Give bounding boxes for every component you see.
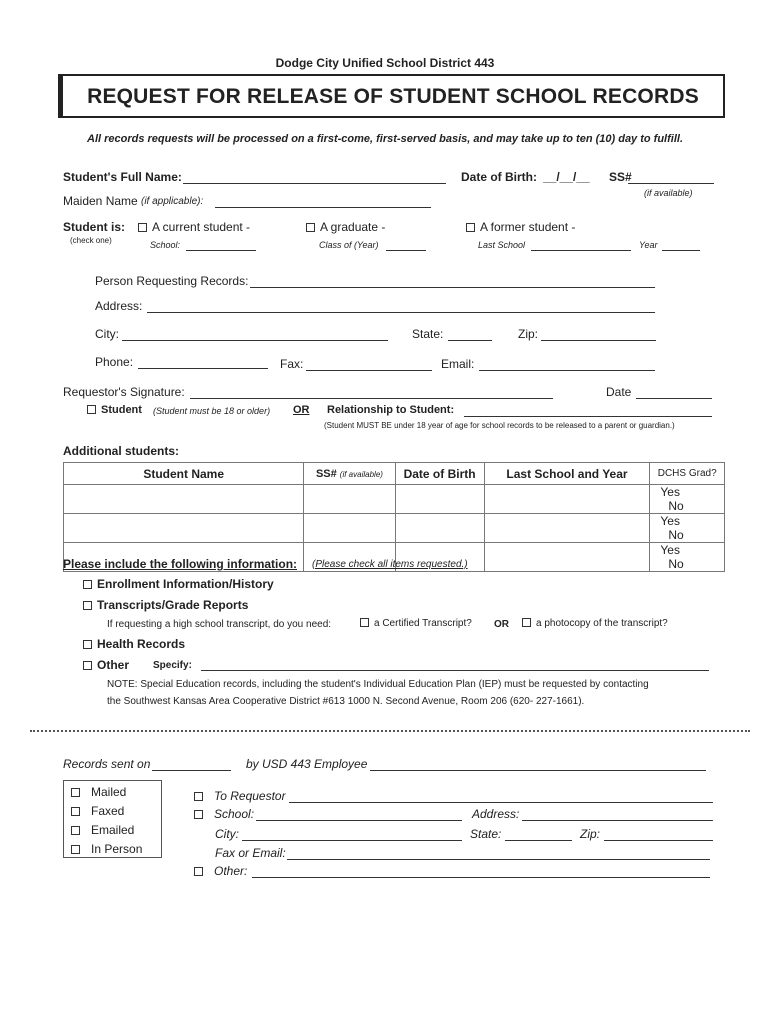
address-label: Address: — [95, 299, 143, 313]
option-other-destination[interactable] — [194, 864, 247, 878]
yes-option[interactable]: Yes — [660, 514, 680, 528]
method-in-person[interactable] — [71, 842, 142, 856]
option-school[interactable] — [194, 807, 254, 821]
checkbox-icon[interactable] — [138, 223, 147, 232]
last-school-cell[interactable] — [484, 485, 650, 514]
transcript-question: If requesting a high school transcript, do you need: — [107, 619, 332, 630]
option-photocopy-transcript[interactable] — [522, 618, 668, 629]
office-state-label: State: — [470, 827, 502, 841]
no-option[interactable]: No — [668, 528, 684, 542]
checkbox-icon[interactable] — [360, 618, 369, 627]
records-sent-on-field[interactable] — [152, 770, 231, 771]
column-header: Student Name — [64, 463, 304, 485]
graduate-year-field[interactable] — [386, 250, 426, 251]
by-employee-label: by USD 443 Employee — [246, 757, 368, 771]
signature-field[interactable] — [190, 398, 553, 399]
table-row — [64, 514, 725, 543]
zip-field[interactable] — [541, 340, 656, 341]
additional-students-label: Additional students: — [63, 444, 179, 458]
maiden-name-note: (if applicable): — [141, 196, 204, 207]
option-enrollment[interactable] — [83, 577, 274, 591]
former-school-label: Last School — [478, 240, 526, 250]
checkbox-icon[interactable] — [71, 788, 80, 797]
student-status-label: Student is: — [63, 220, 125, 234]
last-school-cell[interactable] — [484, 514, 650, 543]
relationship-note: (Student MUST BE under 18 year of age for school records to be released to a parent or guardian.) — [324, 421, 675, 430]
dob-cell[interactable] — [395, 514, 484, 543]
dob-field[interactable]: __/__/__ — [543, 170, 590, 184]
option-graduate[interactable] — [306, 220, 385, 234]
or-label: OR — [293, 404, 310, 416]
special-ed-note-line1: NOTE: Special Education records, including the student's Individual Education Plan (IEP) must be requested by contacting — [107, 679, 649, 690]
person-requesting-field[interactable] — [250, 287, 655, 288]
email-field[interactable] — [479, 370, 655, 371]
transcript-or-label: OR — [494, 619, 509, 630]
school-field[interactable] — [256, 820, 462, 821]
ssn-note: (if available) — [644, 188, 693, 198]
additional-students-table — [63, 462, 725, 572]
ssn-label: SS# — [609, 170, 632, 184]
phone-label: Phone: — [95, 355, 134, 369]
processing-notice: All records requests will be processed on a first-come, first-served basis, and may take up to ten (10) day to fulfill. — [87, 133, 683, 145]
former-year-label: Year — [639, 240, 658, 250]
option-student-label: Student — [101, 404, 142, 416]
office-state-field[interactable] — [505, 840, 572, 841]
option-other[interactable] — [83, 658, 129, 672]
former-school-field[interactable] — [531, 250, 631, 251]
current-school-label: School: — [150, 240, 181, 250]
city-label: City: — [95, 327, 119, 341]
zip-label: Zip: — [518, 327, 539, 341]
relationship-field[interactable] — [464, 416, 712, 417]
dob-label: Date of Birth: — [461, 170, 537, 184]
method-faxed[interactable] — [71, 804, 124, 818]
current-school-field[interactable] — [186, 250, 256, 251]
no-option[interactable]: No — [668, 557, 684, 571]
info-heading: Please include the following information: — [63, 557, 298, 571]
checkbox-icon[interactable] — [83, 640, 92, 649]
checkbox-icon[interactable] — [466, 223, 475, 232]
option-certified-transcript[interactable] — [360, 618, 472, 629]
full-name-field[interactable] — [183, 183, 446, 184]
checkbox-icon[interactable] — [194, 867, 203, 876]
school-label: School: — [214, 807, 255, 821]
fax-field[interactable] — [306, 370, 432, 371]
checkbox-icon[interactable] — [83, 580, 92, 589]
checkbox-icon[interactable] — [71, 807, 80, 816]
office-city-label: City: — [215, 827, 239, 841]
office-city-field[interactable] — [242, 840, 462, 841]
fax-email-label: Fax or Email: — [215, 846, 286, 860]
specify-field[interactable] — [201, 670, 709, 671]
option-current-label: A current student - — [152, 220, 251, 234]
method-mailed[interactable] — [71, 785, 126, 799]
office-address-field[interactable] — [522, 820, 713, 821]
ssn-field[interactable] — [628, 183, 714, 184]
option-photocopy-label: a photocopy of the transcript? — [536, 618, 668, 629]
specify-label: Specify: — [153, 660, 192, 671]
method-label: Emailed — [91, 823, 135, 837]
method-emailed[interactable] — [71, 823, 134, 837]
state-field[interactable] — [448, 340, 492, 341]
checkbox-icon[interactable] — [83, 601, 92, 610]
student-name-cell[interactable] — [64, 514, 304, 543]
check-one-note: (check one) — [70, 236, 112, 245]
yes-option[interactable]: Yes — [660, 543, 680, 557]
date-label: Date — [606, 385, 632, 399]
form-title: REQUEST FOR RELEASE OF STUDENT SCHOOL RECORDS — [87, 85, 699, 108]
other-destination-label: Other: — [214, 864, 248, 878]
method-label: In Person — [91, 842, 143, 856]
table-row — [64, 485, 725, 514]
checkbox-icon[interactable] — [306, 223, 315, 232]
email-label: Email: — [441, 357, 475, 371]
ssn-cell[interactable] — [304, 485, 395, 514]
checkbox-icon[interactable] — [522, 618, 531, 627]
checkbox-icon[interactable] — [83, 661, 92, 670]
column-header: Last School and Year — [484, 463, 650, 485]
state-label: State: — [412, 327, 444, 341]
fax-label: Fax: — [280, 357, 304, 371]
method-label: Faxed — [91, 804, 125, 818]
option-to-requestor[interactable] — [194, 789, 286, 803]
option-health-records[interactable] — [83, 637, 185, 651]
column-header: Date of Birth — [395, 463, 484, 485]
table-header-row — [64, 463, 725, 485]
method-label: Mailed — [91, 785, 127, 799]
grad-cell[interactable] — [650, 485, 725, 514]
fax-email-field[interactable] — [287, 859, 710, 860]
city-field[interactable] — [122, 340, 388, 341]
relationship-label: Relationship to Student: — [327, 404, 455, 416]
option-transcripts-label: Transcripts/Grade Reports — [97, 598, 249, 612]
student-name-cell[interactable] — [64, 485, 304, 514]
office-zip-label: Zip: — [580, 827, 601, 841]
office-address-label: Address: — [472, 807, 520, 821]
option-former-student[interactable] — [466, 220, 575, 234]
option-transcripts[interactable] — [83, 598, 248, 612]
option-former-label: A former student - — [480, 220, 576, 234]
office-use-divider — [30, 730, 750, 732]
records-sent-on-label: Records sent on — [63, 757, 151, 771]
checkbox-icon[interactable] — [194, 810, 203, 819]
checkbox-icon[interactable] — [87, 405, 96, 414]
option-graduate-label: A graduate - — [320, 220, 386, 234]
checkbox-icon[interactable] — [194, 792, 203, 801]
title-box — [58, 74, 725, 118]
maiden-name-field[interactable] — [215, 207, 431, 208]
option-enrollment-label: Enrollment Information/History — [97, 577, 274, 591]
former-year-field[interactable] — [662, 250, 700, 251]
student-age-note: (Student must be 18 or older) — [153, 406, 271, 416]
other-destination-field[interactable] — [252, 877, 710, 878]
grad-cell[interactable] — [650, 514, 725, 543]
ssn-cell[interactable] — [304, 514, 395, 543]
dob-cell[interactable] — [395, 485, 484, 514]
no-option[interactable]: No — [668, 499, 684, 513]
option-other-label: Other — [97, 658, 130, 672]
employee-field[interactable] — [370, 770, 706, 771]
special-ed-note-line2: the Southwest Kansas Area Cooperative District #613 1000 N. Second Avenue, Room 206 (620- 227-1661). — [107, 696, 585, 707]
to-requestor-field[interactable] — [289, 802, 713, 803]
option-current-student[interactable] — [138, 220, 250, 234]
grad-cell[interactable] — [650, 543, 725, 572]
info-heading-note: (Please check all items requested.) — [312, 559, 468, 570]
full-name-label: Student's Full Name: — [63, 170, 182, 184]
district-name: Dodge City Unified School District 443 — [275, 56, 495, 70]
column-header: SS# (if available) — [304, 463, 395, 485]
column-header: DCHS Grad? — [650, 463, 725, 485]
phone-field[interactable] — [138, 368, 268, 369]
person-requesting-label: Person Requesting Records: — [95, 274, 249, 288]
graduate-year-label: Class of (Year) — [319, 240, 379, 250]
checkbox-icon[interactable] — [71, 845, 80, 854]
option-health-label: Health Records — [97, 637, 186, 651]
maiden-name-label: Maiden Name — [63, 194, 138, 208]
checkbox-icon[interactable] — [71, 826, 80, 835]
option-certified-label: a Certified Transcript? — [374, 618, 472, 629]
option-student-requestor[interactable] — [87, 404, 142, 416]
date-field[interactable] — [636, 398, 712, 399]
office-zip-field[interactable] — [604, 840, 713, 841]
yes-option[interactable]: Yes — [660, 485, 680, 499]
address-field[interactable] — [147, 312, 655, 313]
to-requestor-label: To Requestor — [214, 789, 286, 803]
last-school-cell[interactable] — [484, 543, 650, 572]
signature-label: Requestor's Signature: — [63, 385, 185, 399]
